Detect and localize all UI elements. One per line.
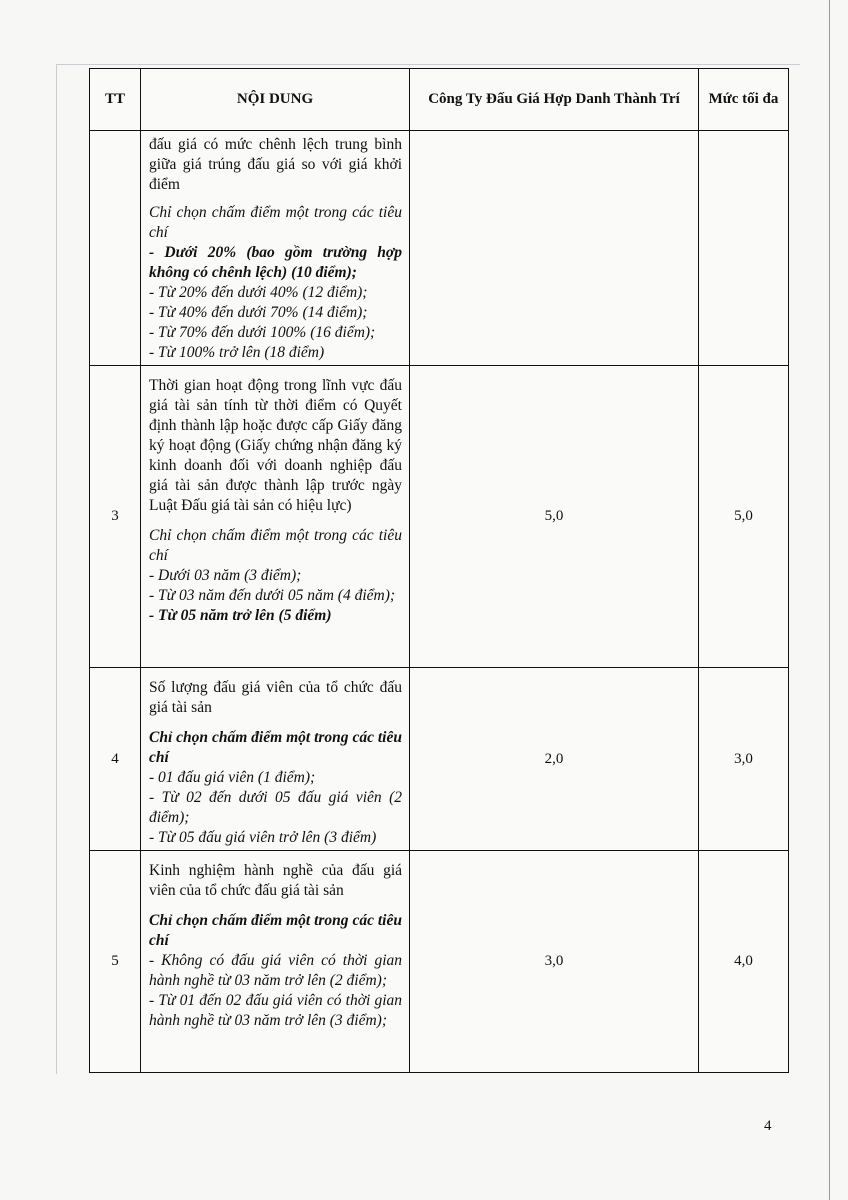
row-tt: 5	[90, 851, 141, 1073]
criterion-option: - Từ 40% đến dưới 70% (14 điểm);	[149, 304, 368, 321]
criterion-option: - Từ 100% trở lên (18 điểm)	[149, 344, 325, 361]
criterion-description: Số lượng đấu giá viên của tổ chức đấu giá tài sản	[149, 679, 402, 716]
criterion-option: - Từ 70% đến dưới 100% (16 điểm);	[149, 324, 376, 341]
table-row-4	[90, 668, 789, 851]
criterion-option: - Dưới 03 năm (3 điểm);	[149, 567, 302, 584]
criterion-instruction: Chỉ chọn chấm điểm một trong các tiêu chí	[149, 204, 402, 241]
table-header-row	[90, 69, 789, 131]
header-max: Mức tối đa	[699, 69, 789, 131]
row-tt: 4	[90, 668, 141, 851]
criterion-option: - Không có đấu giá viên có thời gian hành nghề từ 03 năm trở lên (2 điểm);	[149, 952, 402, 989]
criterion-option: - Từ 20% đến dưới 40% (12 điểm);	[149, 284, 368, 301]
row-content	[141, 366, 410, 668]
criterion-option: - Từ 05 năm trở lên (5 điểm)	[149, 607, 332, 624]
page-edge	[829, 0, 830, 1200]
table-row-continued	[90, 131, 789, 366]
table-row-5	[90, 851, 789, 1073]
criterion-description: Kinh nghiệm hành nghề của đấu giá viên của tổ chức đấu giá tài sản	[149, 862, 402, 899]
criterion-instruction: Chỉ chọn chấm điểm một trong các tiêu chí	[149, 527, 402, 564]
header-score: Công Ty Đấu Giá Hợp Danh Thành Trí	[410, 69, 699, 131]
row-content	[141, 131, 410, 366]
row-max: 5,0	[699, 366, 789, 668]
row-content	[141, 851, 410, 1073]
row-content	[141, 668, 410, 851]
page-number: 4	[764, 1118, 772, 1134]
criterion-description: đấu giá có mức chênh lệch trung bình giữa giá trúng đấu giá so với giá khởi điểm	[149, 136, 402, 193]
criterion-instruction: Chỉ chọn chấm điểm một trong các tiêu chí	[149, 729, 402, 766]
row-score: 3,0	[410, 851, 699, 1073]
scoring-table	[89, 68, 789, 1073]
row-max	[699, 131, 789, 366]
row-tt: 3	[90, 366, 141, 668]
criterion-description: Thời gian hoạt động trong lĩnh vực đấu giá tài sản tính từ thời điểm có Quyết định thành lập hoặc được cấp Giấy đăng ký hoạt động (Giấy chứng nhận đăng ký kinh doanh đối với doanh nghiệp đấu giá tài sản được thành lập trước ngày Luật Đấu giá tài sản có hiệu lực)	[149, 377, 402, 514]
row-score: 5,0	[410, 366, 699, 668]
row-score	[410, 131, 699, 366]
criterion-option: - Từ 01 đến 02 đấu giá viên có thời gian hành nghề từ 03 năm trở lên (3 điểm);	[149, 992, 402, 1029]
table-row-3	[90, 366, 789, 668]
criterion-option: - Từ 02 đến dưới 05 đấu giá viên (2 điểm);	[149, 789, 402, 826]
criterion-option: - Từ 03 năm đến dưới 05 năm (4 điểm);	[149, 587, 396, 604]
header-tt: TT	[90, 69, 141, 131]
criterion-option: - Dưới 20% (bao gồm trường hợp không có chênh lệch) (10 điểm);	[149, 244, 402, 281]
row-score: 2,0	[410, 668, 699, 851]
row-max: 3,0	[699, 668, 789, 851]
header-content: NỘI DUNG	[141, 69, 410, 131]
row-max: 4,0	[699, 851, 789, 1073]
row-tt	[90, 131, 141, 366]
criterion-option: - 01 đấu giá viên (1 điểm);	[149, 769, 316, 786]
criterion-instruction: Chỉ chọn chấm điểm một trong các tiêu chí	[149, 912, 402, 949]
criterion-option: - Từ 05 đấu giá viên trở lên (3 điểm)	[149, 829, 377, 846]
